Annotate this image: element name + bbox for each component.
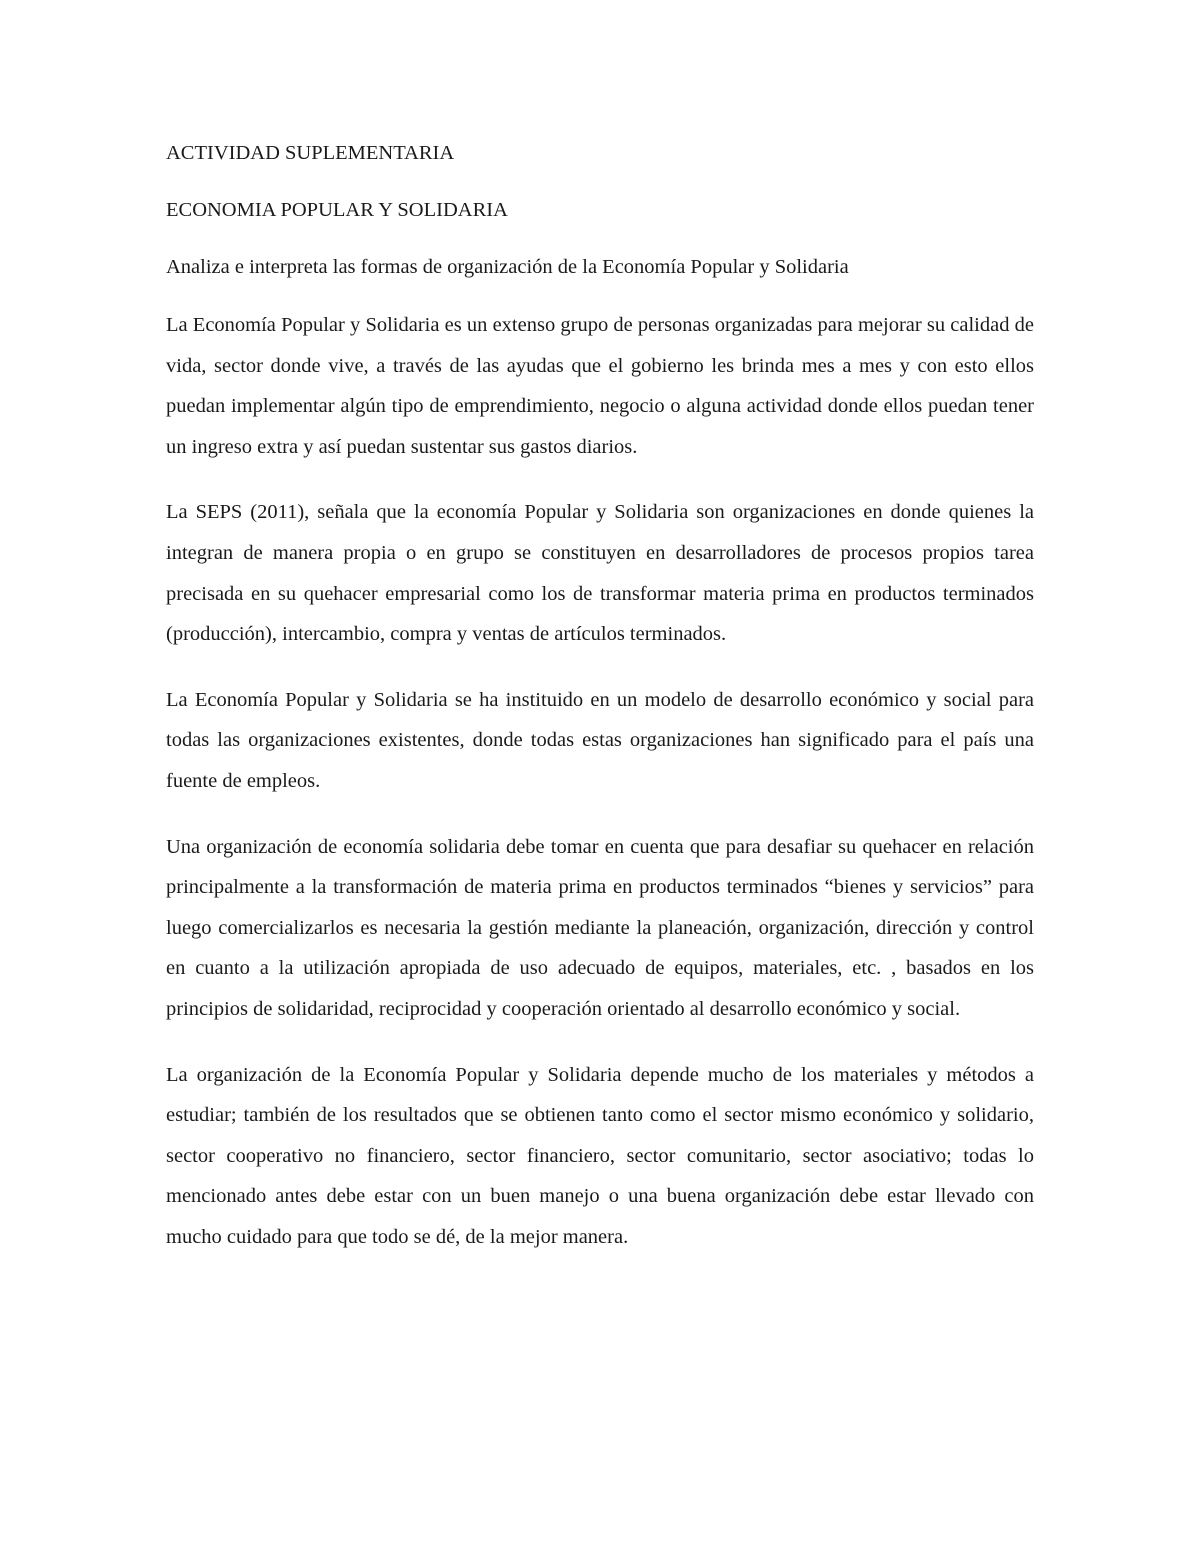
paragraph-3: La Economía Popular y Solidaria se ha instituido en un modelo de desarrollo económico y social para todas las organizaciones existentes, donde todas estas organizaciones han significado para el país una fuente de empleos. — [166, 688, 1034, 792]
document-title: ACTIVIDAD SUPLEMENTARIA — [166, 142, 455, 164]
paragraph-4: Una organización de economía solidaria debe tomar en cuenta que para desafiar su quehacer en relación principalmente a la transformación de materia prima en productos terminados “bienes y servicios” para luego comercializarlos es necesaria la gestión mediante la planeación, organización, dirección y control en cuanto a la utilización apropiada de uso adecuado de equipos, materiales, etc. , basados en los principios de solidaridad, reciprocidad y cooperación orientado al desarrollo económico y social. — [166, 835, 1034, 1020]
paragraph-5: La organización de la Economía Popular y Solidaria depende mucho de los materiales y métodos a estudiar; también de los resultados que se obtienen tanto como el sector mismo económico y solidario, sector cooperativo no financiero, sector financiero, sector comunitario, sector asociativo; todas lo mencionado antes debe estar con un buen manejo o una buena organización debe estar llevado con mucho cuidado para que todo se dé, de la mejor manera. — [166, 1063, 1034, 1248]
document-body — [166, 138, 1034, 1257]
paragraph-2: La SEPS (2011), señala que la economía Popular y Solidaria son organizaciones en donde quienes la integran de manera propia o en grupo se constituyen en desarrolladores de procesos propios tarea precisada en su quehacer empresarial como los de transformar materia prima en productos terminados (producción), intercambio, compra y ventas de artículos terminados. — [166, 501, 1034, 646]
paragraph-1: La Economía Popular y Solidaria es un extenso grupo de personas organizadas para mejorar su calidad de vida, sector donde vive, a través de las ayudas que el gobierno les brinda mes a mes y con esto ellos puedan implementar algún tipo de emprendimiento, negocio o alguna actividad donde ellos puedan tener un ingreso extra y así puedan sustentar sus gastos diarios. — [166, 314, 1034, 458]
document-prompt: Analiza e interpreta las formas de organización de la Economía Popular y Solidaria — [166, 256, 849, 278]
document-subtitle: ECONOMIA POPULAR Y SOLIDARIA — [166, 199, 508, 221]
